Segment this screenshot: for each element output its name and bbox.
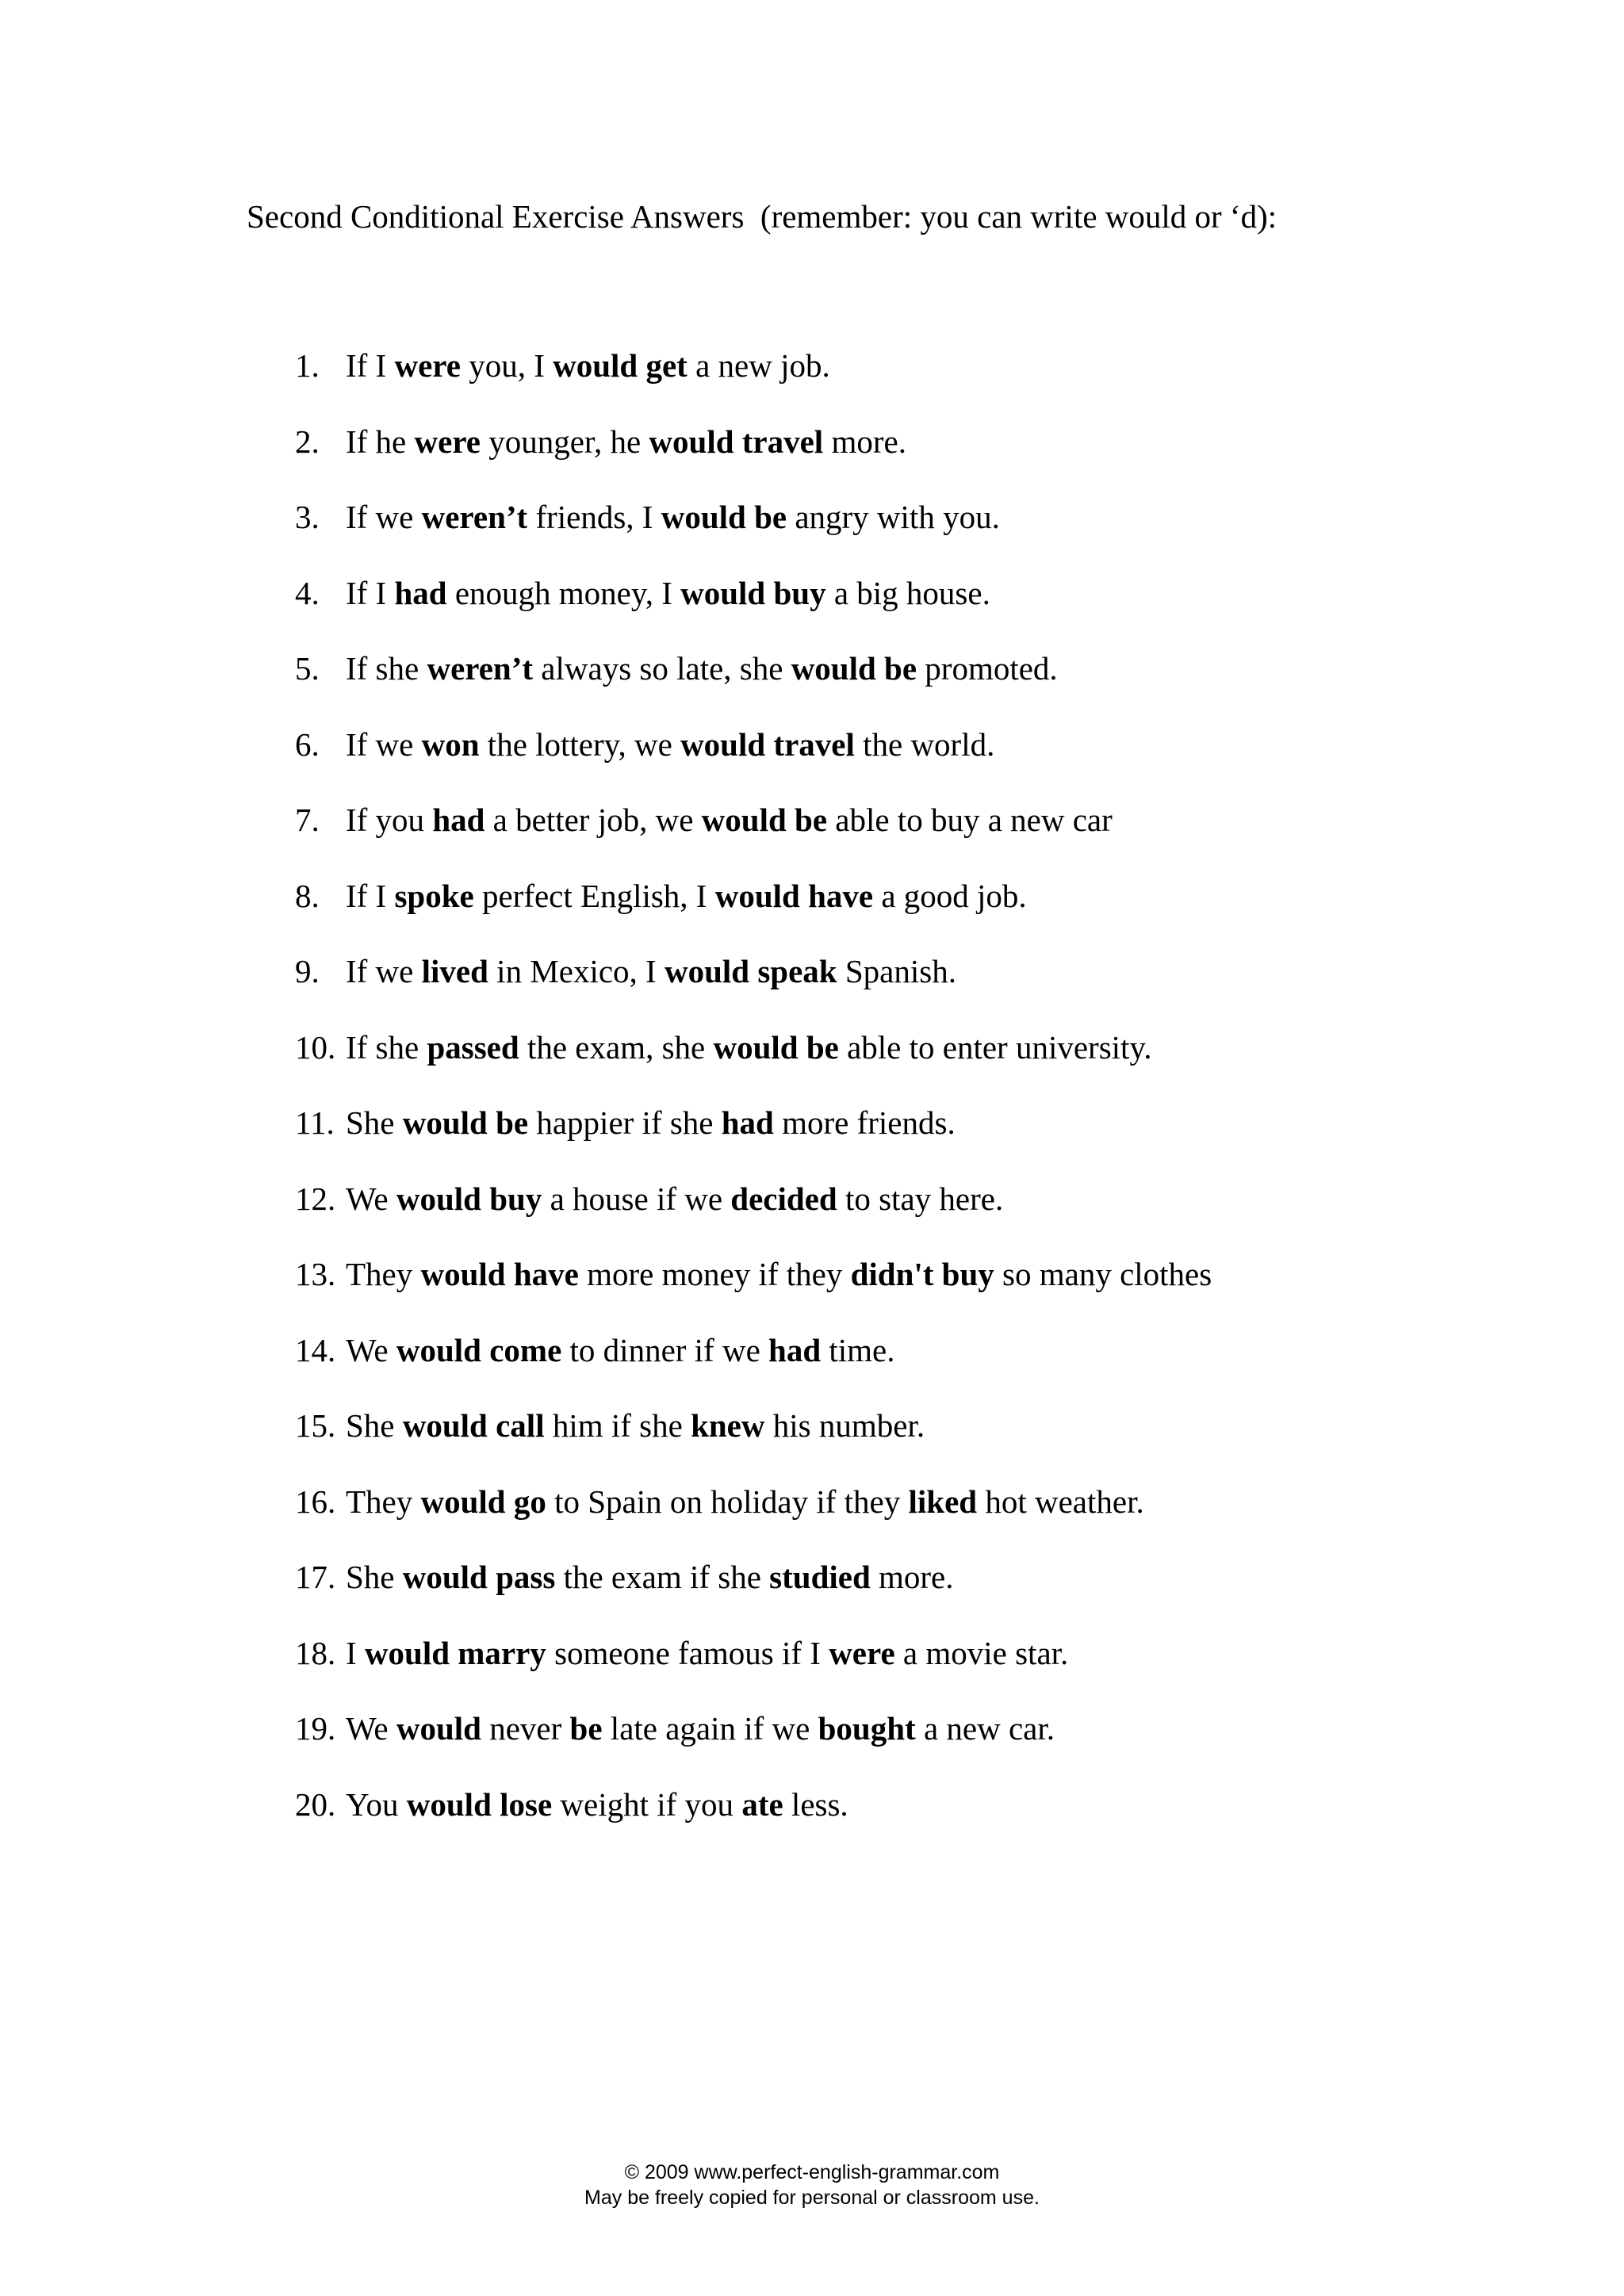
answer-item <box>295 1254 1212 1330</box>
answer-text-segment: I <box>346 1634 365 1671</box>
answer-verb-bold: liked <box>908 1483 978 1520</box>
answer-text-segment: to dinner if we <box>561 1331 769 1368</box>
answer-text <box>346 1179 1003 1255</box>
answer-text-segment: If we <box>346 725 422 763</box>
answer-number: 20. <box>295 1785 336 1823</box>
answer-verb-bold: had <box>768 1331 822 1368</box>
answer-verb-bold: would lose <box>406 1785 553 1823</box>
answer-verb-bold: would pass <box>402 1559 556 1595</box>
answer-text <box>346 876 1027 952</box>
footer <box>0 2160 1624 2210</box>
answer-item <box>295 1406 1212 1482</box>
answer-item <box>295 951 1212 1027</box>
answer-item <box>295 1027 1212 1104</box>
answer-text-segment: enough money, I <box>446 574 681 611</box>
answer-text-segment: We <box>346 1331 396 1368</box>
answer-verb-bold: would buy <box>396 1180 542 1217</box>
answer-verb-bold: would <box>396 1710 481 1747</box>
answer-text-segment: If he <box>346 423 415 460</box>
answer-number: 17. <box>295 1559 336 1595</box>
answer-text-segment: a new job. <box>687 347 830 384</box>
answer-text-segment: someone famous if I <box>546 1634 829 1671</box>
answer-verb-bold: weren’t <box>427 650 534 687</box>
answer-text-segment: able to buy a new car <box>827 802 1113 838</box>
answer-text-segment: If you <box>346 802 433 838</box>
answer-text-segment: more friends. <box>773 1104 956 1141</box>
answer-text-segment: If we <box>346 499 422 535</box>
answer-text-segment: a big house. <box>825 574 990 611</box>
answer-text-segment: happier if she <box>528 1104 722 1141</box>
answer-verb-bold: decided <box>730 1180 837 1217</box>
answer-text-segment: him if she <box>544 1407 691 1444</box>
page-title: Second Conditional Exercise Answers (remember: you can write would or ‘d): <box>247 198 1277 235</box>
answer-text-segment: angry with you. <box>787 499 1000 535</box>
answer-text-segment: perfect English, I <box>473 877 715 914</box>
answer-text-segment: friends, I <box>527 499 661 535</box>
footer-copyright: © 2009 www.perfect-english-grammar.com <box>624 2161 1000 2183</box>
answer-verb-bold: would travel <box>680 725 855 763</box>
answer-text-segment: weight if you <box>552 1785 742 1823</box>
answer-item <box>295 1633 1212 1709</box>
answer-text-segment: less. <box>783 1785 848 1823</box>
answer-item <box>295 1709 1212 1785</box>
answer-text-segment: hot weather. <box>977 1483 1144 1520</box>
answer-text-segment: If I <box>346 877 395 914</box>
answer-text-segment: a house if we <box>542 1180 731 1217</box>
answer-text <box>346 1254 1212 1330</box>
answer-text-segment: a good job. <box>873 877 1027 914</box>
answer-text-segment: the lottery, we <box>479 725 681 763</box>
answer-verb-bold: would have <box>714 877 874 914</box>
answer-text-segment: to stay here. <box>837 1180 1004 1217</box>
answer-text-segment: more money if they <box>578 1256 851 1292</box>
answer-item <box>295 1482 1212 1558</box>
answer-text <box>346 1103 956 1179</box>
answer-text-segment: We <box>346 1180 396 1217</box>
answer-item <box>295 346 1212 422</box>
answer-item <box>295 1330 1212 1406</box>
answer-text <box>346 1557 954 1633</box>
footer-license: May be freely copied for personal or classroom use. <box>584 2187 1040 2209</box>
answer-text <box>346 800 1113 876</box>
answer-text-segment: more. <box>870 1559 954 1595</box>
answer-text-segment: in Mexico, I <box>488 953 665 989</box>
answer-verb-bold: ate <box>741 1785 783 1823</box>
answer-text <box>346 1406 925 1482</box>
answer-verb-bold: had <box>394 574 447 611</box>
answer-text-segment: more. <box>823 423 906 460</box>
answer-text-segment: We <box>346 1710 396 1747</box>
answer-verb-bold: studied <box>769 1559 871 1595</box>
answer-text-segment: Spanish. <box>837 953 956 989</box>
answer-verb-bold: would come <box>396 1331 562 1368</box>
answer-text <box>346 1633 1068 1709</box>
answer-text-segment: a better job, we <box>485 802 702 838</box>
answer-text <box>346 951 956 1027</box>
answer-text-segment: so many clothes <box>994 1256 1212 1292</box>
answer-verb-bold: would be <box>402 1104 529 1141</box>
answer-text-segment: never <box>481 1710 570 1747</box>
answer-number: 15. <box>295 1407 336 1444</box>
answer-text-segment: his number. <box>764 1407 925 1444</box>
answer-text-segment: She <box>346 1104 403 1141</box>
answer-verb-bold: be <box>569 1710 603 1747</box>
answer-verb-bold: would be <box>713 1028 839 1066</box>
answer-verb-bold: would be <box>791 650 917 687</box>
answer-item <box>295 649 1212 725</box>
answer-verb-bold: would be <box>701 802 828 838</box>
answer-text-segment: They <box>346 1256 421 1292</box>
answer-number: 4. <box>295 574 320 611</box>
answer-text-segment: the exam, she <box>519 1028 714 1066</box>
answer-verb-bold: would travel <box>649 423 824 460</box>
answer-item <box>295 1557 1212 1633</box>
answer-text <box>346 497 1000 573</box>
answer-item <box>295 1785 1212 1861</box>
answer-text-segment: the world. <box>854 725 995 763</box>
answer-text <box>346 1027 1152 1104</box>
answer-number: 1. <box>295 347 320 384</box>
answer-number: 18. <box>295 1634 336 1671</box>
answer-verb-bold: spoke <box>394 877 474 914</box>
answer-text <box>346 1709 1055 1785</box>
answer-verb-bold: would get <box>553 347 688 384</box>
answer-text-segment: always so late, she <box>533 650 791 687</box>
answer-text-segment: younger, he <box>480 423 649 460</box>
answer-list <box>295 346 1212 1860</box>
answer-text-segment: She <box>346 1559 403 1595</box>
answer-verb-bold: had <box>721 1104 774 1141</box>
answer-number: 8. <box>295 877 320 914</box>
answer-text-segment: You <box>346 1785 407 1823</box>
answer-item <box>295 1103 1212 1179</box>
answer-text-segment: a new car. <box>915 1710 1055 1747</box>
answer-verb-bold: would speak <box>664 953 837 989</box>
answer-number: 9. <box>295 953 320 989</box>
answer-verb-bold: would call <box>402 1407 545 1444</box>
answer-verb-bold: would be <box>661 499 787 535</box>
answer-number: 19. <box>295 1710 336 1747</box>
answer-verb-bold: had <box>432 802 485 838</box>
answer-text-segment: to Spain on holiday if they <box>546 1483 909 1520</box>
answer-item <box>295 876 1212 952</box>
answer-text <box>346 1482 1144 1558</box>
answer-text-segment: If she <box>346 650 427 687</box>
answer-item <box>295 725 1212 801</box>
answer-text <box>346 1330 895 1406</box>
answer-verb-bold: would buy <box>680 574 826 611</box>
answer-item <box>295 422 1212 498</box>
answer-number: 14. <box>295 1331 336 1368</box>
answer-item <box>295 573 1212 649</box>
answer-verb-bold: weren’t <box>421 499 528 535</box>
answer-verb-bold: passed <box>427 1028 519 1066</box>
answer-text-segment: a movie star. <box>894 1634 1069 1671</box>
answer-verb-bold: knew <box>691 1407 765 1444</box>
answer-text <box>346 422 906 498</box>
answer-verb-bold: would go <box>420 1483 546 1520</box>
answer-number: 6. <box>295 725 320 763</box>
answer-text <box>346 725 994 801</box>
answer-item <box>295 800 1212 876</box>
answer-text-segment: able to enter university. <box>838 1028 1152 1066</box>
answer-item <box>295 497 1212 573</box>
answer-text-segment: you, I <box>460 347 553 384</box>
answer-number: 3. <box>295 499 320 535</box>
answer-text-segment: promoted. <box>917 650 1058 687</box>
answer-verb-bold: were <box>414 423 481 460</box>
answer-verb-bold: were <box>829 1634 895 1671</box>
answer-verb-bold: would marry <box>364 1634 546 1671</box>
answer-verb-bold: would have <box>420 1256 579 1292</box>
answer-text-segment: late again if we <box>602 1710 818 1747</box>
answer-verb-bold: didn't buy <box>850 1256 994 1292</box>
answer-text <box>346 1785 848 1861</box>
answer-number: 2. <box>295 423 320 460</box>
answer-number: 11. <box>295 1104 335 1141</box>
answer-verb-bold: bought <box>818 1710 916 1747</box>
answer-text-segment: They <box>346 1483 421 1520</box>
answer-text-segment: If I <box>346 574 395 611</box>
answer-number: 10. <box>295 1028 336 1066</box>
answer-text <box>346 573 990 649</box>
answer-text-segment: If she <box>346 1028 427 1066</box>
answer-number: 12. <box>295 1180 336 1217</box>
answer-number: 16. <box>295 1483 336 1520</box>
answer-text-segment: If we <box>346 953 422 989</box>
answer-verb-bold: were <box>394 347 461 384</box>
answer-verb-bold: lived <box>421 953 488 989</box>
answer-text-segment: time. <box>821 1331 895 1368</box>
answer-text-segment: She <box>346 1407 403 1444</box>
answer-item <box>295 1179 1212 1255</box>
answer-verb-bold: won <box>421 725 480 763</box>
answer-text <box>346 346 830 422</box>
answer-number: 13. <box>295 1256 336 1292</box>
answer-number: 7. <box>295 802 320 838</box>
answer-text-segment: the exam if she <box>555 1559 770 1595</box>
answer-number: 5. <box>295 650 320 687</box>
answer-text <box>346 649 1058 725</box>
answer-text-segment: If I <box>346 347 395 384</box>
